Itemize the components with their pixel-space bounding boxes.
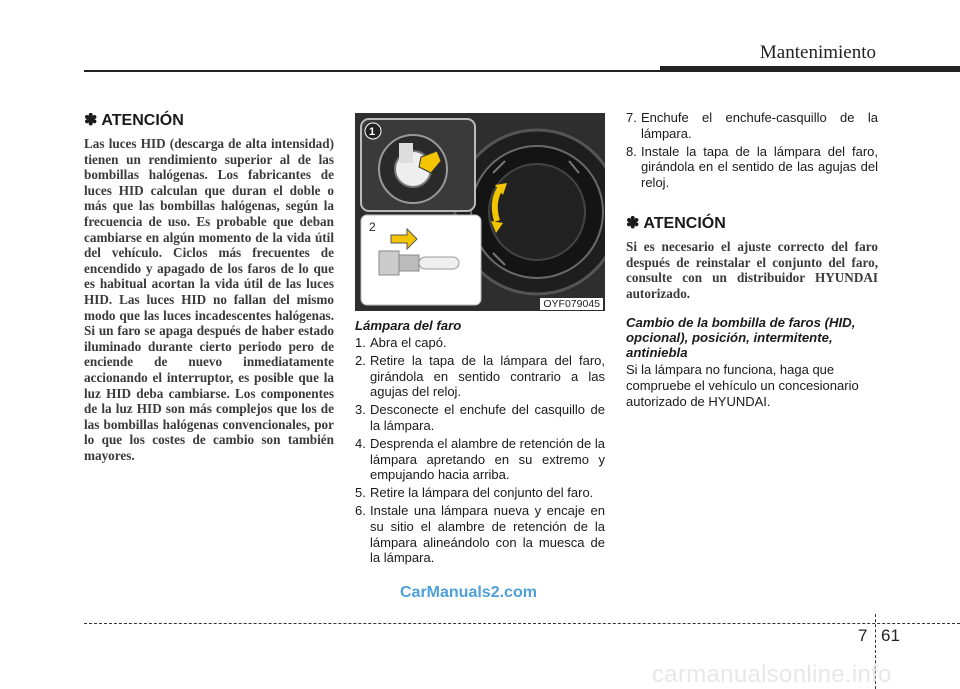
step-number: 7. <box>626 110 637 125</box>
atencion-title: ATENCIÓN <box>101 112 184 129</box>
step-number: 8. <box>626 143 637 159</box>
headlamp-illustration <box>355 113 605 311</box>
lampara-del-faro-heading: Lámpara del faro <box>355 318 462 333</box>
list-item <box>355 503 605 566</box>
step-text: Abra el capó. <box>370 335 447 350</box>
list-item <box>626 144 878 191</box>
figure-code: OYF079045 <box>540 298 603 310</box>
warning-column-left <box>84 110 334 463</box>
list-item <box>355 335 605 351</box>
callout-2: 2 <box>369 220 376 234</box>
hid-warning-text: Las luces HID (descarga de alta intensidad) tienen un rendimiento superior al de las bombillas halógenas. Los fabricantes de luces HID calculan que duran el doble o más que las bombillas halógenas, según la frecuencia de uso. Es probable que deban cambiarse en algún momento de la vida útil del vehículo. Ciclos más frecuentes de encendido y apagado de los faros de lo que es habitual acortan la vida útil de las luces HID. Las luces HID no fallan del mismo modo que las luces incadescentes halógenas. Si un faro se apaga después de haber estado iluminado durante cierto periodo pero de enciende de nuevo inmediatamente accionando el interruptor, es posible que la luz HID deba cambiarse. Los componentes de la luz HID son más complejos que los de las bombillas halógenas convencionales, por lo que los costes de cambio son también mayores. <box>84 136 334 463</box>
list-item <box>626 110 878 142</box>
step-number: 3. <box>355 402 366 418</box>
step-number: 2. <box>355 352 366 368</box>
step-number: 1. <box>355 335 366 350</box>
headlamp-steps-list <box>355 335 605 566</box>
install-steps-list <box>626 110 878 191</box>
headlamp-steps-column <box>355 318 605 568</box>
step-text: Retire la tapa de la lámpara del faro, girándola en sentido contrario a las agujas del reloj. <box>370 352 605 400</box>
step-text: Desprenda el alambre de retención de la lámpara apretando en su extremo y empujando hacia arriba. <box>370 435 605 483</box>
step-text: Enchufe el enchufe-casquillo de la lámpara. <box>641 110 878 141</box>
step-text: Desconecte el enchufe del casquillo de la lámpara. <box>370 402 605 433</box>
atencion-heading <box>84 110 334 130</box>
asterisk-icon: ✽ <box>626 214 640 232</box>
watermark-link[interactable]: CarManuals2.com <box>400 584 537 601</box>
list-item <box>355 402 605 434</box>
atencion-title: ATENCIÓN <box>643 214 726 232</box>
step-text: Instale una lámpara nueva y encaje en su sitio el alambre de retención de la lámpara alineándolo con la muesca de la lámpara. <box>370 502 605 566</box>
atencion-heading <box>626 213 878 233</box>
callout-1: 1 <box>369 126 376 138</box>
step-number: 6. <box>355 502 366 518</box>
list-item <box>355 353 605 400</box>
chapter-number: 7 <box>858 626 868 645</box>
step-text: Instale la tapa de la lámpara del faro, girándola en el sentido de las agujas del reloj. <box>641 143 878 191</box>
list-item <box>355 436 605 483</box>
asterisk-icon: ✽ <box>84 112 98 129</box>
page-number: 61 <box>881 626 900 645</box>
step-text: Retire la lámpara del conjunto del faro. <box>370 485 594 501</box>
step-number: 5. <box>355 485 366 501</box>
footer-rule <box>84 623 960 624</box>
footer-site-watermark: carmanualsonline.info <box>652 661 892 688</box>
hid-bulb-heading: Cambio de la bombilla de faros (HID, opcional), posición, intermitente, antiniebla <box>626 315 856 361</box>
headlamp-adjust-warning: Si es necesario el ajuste correcto del faro después de reinstalar el conjunto del faro, consulte con un distribuidor HYUNDAI autorizado. <box>626 238 878 301</box>
section-title: Mantenimiento <box>759 42 876 63</box>
headlamp-figure <box>355 113 605 311</box>
hid-bulb-text: Si la lámpara no funciona, haga que compruebe el vehículo un concesionario autorizado de HYUNDAI. <box>626 362 859 409</box>
header-rule-thick <box>660 66 960 72</box>
step-number: 4. <box>355 435 366 451</box>
list-item <box>355 485 605 501</box>
right-column <box>626 110 878 410</box>
